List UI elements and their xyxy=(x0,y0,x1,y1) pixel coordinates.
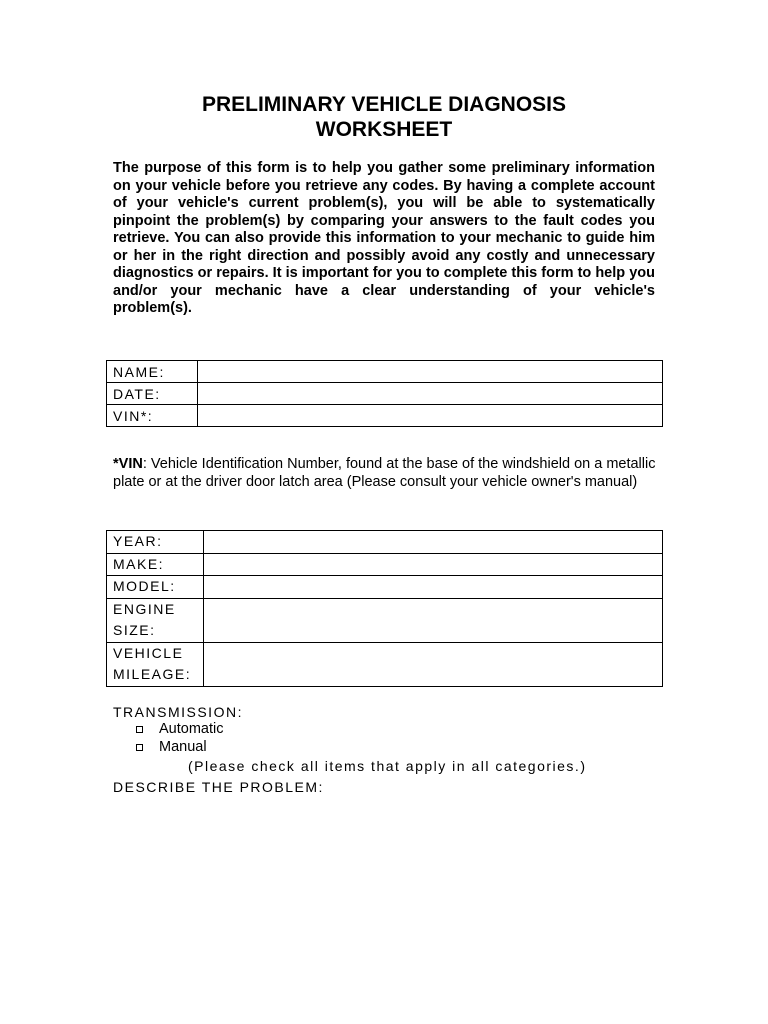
vin-footnote xyxy=(113,456,661,491)
make-label: MAKE: xyxy=(107,553,204,576)
engine-size-field[interactable] xyxy=(204,598,663,642)
automatic-option-label: Automatic xyxy=(159,721,224,737)
engine-label-line-2: SIZE: xyxy=(113,622,156,638)
year-field[interactable] xyxy=(204,531,663,554)
date-field[interactable] xyxy=(198,383,663,405)
table-row xyxy=(107,361,663,383)
date-label: DATE: xyxy=(107,383,198,405)
engine-label-line-1: ENGINE xyxy=(113,600,176,617)
title-line-1: PRELIMINARY VEHICLE DIAGNOSIS xyxy=(201,93,567,116)
checkbox-icon[interactable] xyxy=(136,744,143,751)
check-instructions: (Please check all items that apply in all categories.) xyxy=(188,758,587,774)
checkbox-icon[interactable] xyxy=(136,726,143,733)
table-row xyxy=(107,576,663,599)
describe-problem-label: DESCRIBE THE PROBLEM: xyxy=(113,779,324,795)
title-line-2: WORKSHEET xyxy=(315,118,453,141)
table-row xyxy=(107,598,663,642)
table-row xyxy=(107,553,663,576)
year-label: YEAR: xyxy=(107,531,204,554)
table-row xyxy=(107,531,663,554)
intro-paragraph: The purpose of this form is to help you gather some preliminary information on your vehicle before you retrieve any codes. By having a complete account of your vehicle's current problem(s), you will be able to systematically pinpoint the problem(s) by comparing your answers to the fault codes you retrieve. You can also provide this information to your mechanic to guide him or her in the right direction and possibly avoid any costly and unnecessary diagnostics or repairs. It is important for you to complete this form to help you and/or your mechanic have a clear understanding of your vehicle's problem(s). xyxy=(113,160,655,316)
table-row xyxy=(107,642,663,686)
transmission-label: TRANSMISSION: xyxy=(113,704,243,720)
worksheet-title xyxy=(0,92,768,142)
vin-footnote-text: : Vehicle Identification Number, found at the base of the windshield on a metallic plate or at the driver door latch area (Please consult your vehicle owner's manual) xyxy=(113,456,656,490)
mileage-label-line-1: VEHICLE xyxy=(113,644,184,661)
mileage-label xyxy=(107,642,204,686)
name-label: NAME: xyxy=(107,361,198,383)
model-label: MODEL: xyxy=(107,576,204,599)
mileage-field[interactable] xyxy=(204,642,663,686)
vin-label: VIN*: xyxy=(107,405,198,427)
manual-option[interactable] xyxy=(136,739,207,755)
engine-size-label xyxy=(107,598,204,642)
vin-field[interactable] xyxy=(198,405,663,427)
manual-option-label: Manual xyxy=(159,739,207,755)
vin-footnote-term: *VIN xyxy=(113,456,143,472)
owner-info-table xyxy=(106,360,663,427)
model-field[interactable] xyxy=(204,576,663,599)
table-row xyxy=(107,405,663,427)
mileage-label-line-2: MILEAGE: xyxy=(113,666,192,682)
table-row xyxy=(107,383,663,405)
name-field[interactable] xyxy=(198,361,663,383)
make-field[interactable] xyxy=(204,553,663,576)
automatic-option[interactable] xyxy=(136,721,223,737)
vehicle-info-table xyxy=(106,530,663,687)
